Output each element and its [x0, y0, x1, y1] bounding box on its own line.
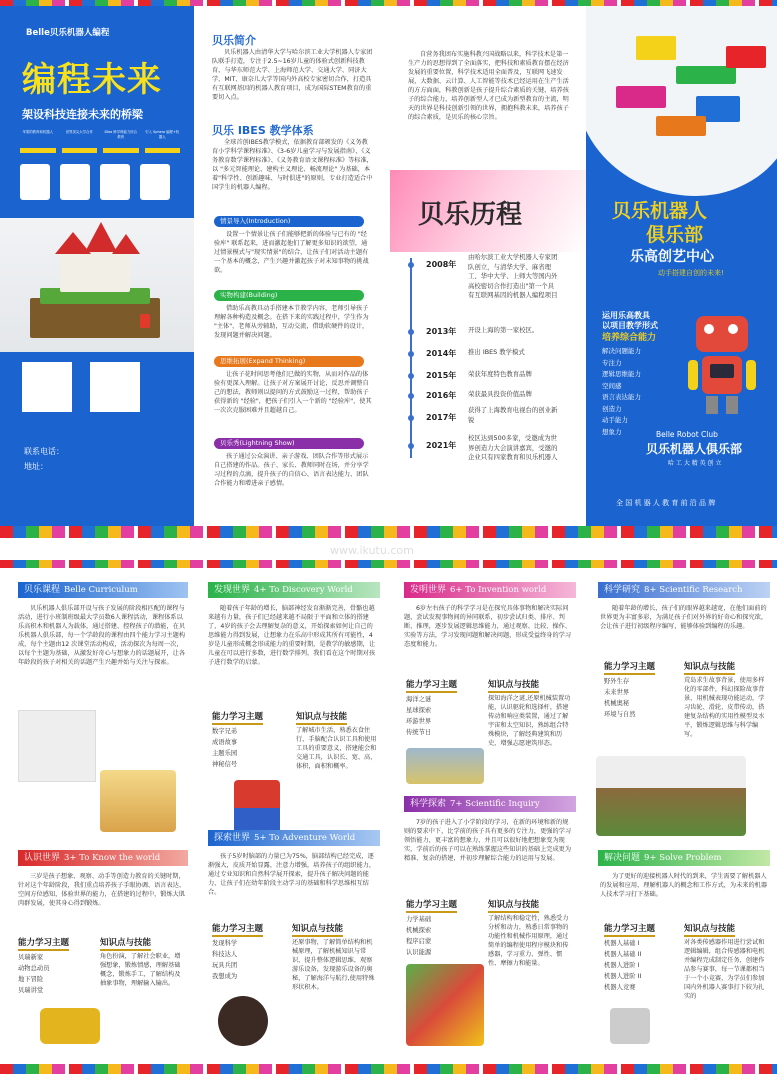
theme-item: 神秘信号 — [212, 761, 238, 768]
section-en: 9+ Solve Problem — [644, 853, 722, 863]
lego-figures-image — [100, 770, 176, 832]
color-stripe — [0, 560, 777, 568]
ibes-text: 全球首创IBES教学模式，依据教育部颁发的《义务教育小学科学课程标准》、《3-6岁儿童学习与发展指南》、《义务教育数学课程标准》、《义务教育语文课程标准》等标准，以 "多元智能理论、建构主义理论、畅流理论" 为基础，本着"科学性、创新趣味、与时俱进"的原则，专业打造适合中国学生的机器人编程。 — [212, 139, 373, 191]
section-header-science-research — [598, 582, 770, 598]
knowledge-label: 知识点与技能 — [292, 922, 343, 937]
section-header-adventure — [208, 830, 380, 846]
badge-tab — [62, 148, 98, 153]
club-founders: 哈 工 大 精 英 创 立 — [668, 460, 722, 467]
robot-arm — [688, 360, 698, 390]
adventure-text: 孩子5岁时脑部的力量已为75%，脑部结构已经完成，逐渐强大，皮质开始显露，注意力增强，培养孩子的组织能力，通过专业知识和自然科学展开探索，提升孩子解决问题的能力，让孩子们在幼年阶段主动学习的基础和科学思维相互结合。 — [208, 853, 376, 896]
curriculum-text: 贝乐机器人俱乐部开设与孩子发展的阶段相匹配的课程与活动，进行小班制班级最大学员数6人课程活动，课程体系以乐高积木和机器人为载体，通过搭建、控程孩子的潜能，在贝乐机器人俱乐部，每一个学龄段的课程由四个能力学习主题构成，每个主题由12 次课堂活动构成，活动探次为每周一次，以每个主题为基础，从激发好奇心与想象力的话题展开，让各年龄段的孩子对相关的话题产生兴趣并始与关注与探索。 — [18, 605, 186, 666]
ev3-robot-image — [610, 1008, 650, 1044]
ability-item: 语言表达能力 — [602, 393, 641, 401]
history-title: 贝乐历程 — [418, 200, 523, 230]
intro-text: 贝乐机器人由清华大学与哈尔滨工业大学机器人专家团队联手打造，专注于2.5~16岁儿童的体验式创新科技教育，与华东师范大学、上海师范大学、交通大学、同济大学、MIT、康奈儿大学等国内外高校专家密切合作，打造具有互联网基因的机器人教育项目，成为国际STEM教育的重要切入点。 — [212, 49, 373, 101]
lego-brick — [656, 116, 706, 136]
lego-photo — [586, 6, 777, 196]
ability-item: 想象力 — [602, 427, 622, 436]
ability-list — [602, 346, 641, 438]
badge: IDea 跨学科能力综合教育 — [104, 130, 138, 139]
ibes-heading: 贝乐 IBES 教学体系 — [212, 124, 314, 137]
theme-item: 传统节日 — [406, 729, 432, 736]
lego-car-image — [406, 748, 484, 784]
step-pill-building: 实物构建(Building) — [214, 290, 364, 301]
knowledge-text: 荒岛求生故事背景，使用多样化的零部件，科幻探险故事背景，用机械表现功能运动，学习齿轮、滑轮、皮带传动，搭建复杂结构的实用性模型及水平，锻炼逻辑思维与科学编写。 — [684, 677, 765, 738]
year: 2013年 — [426, 327, 457, 336]
theme-item: 地下冒险 — [18, 976, 44, 983]
theme-item: 发现科学 — [212, 940, 238, 947]
year-text: 获得了上海教育电视台的创业新锐 — [468, 406, 558, 424]
section-en: 7+ Scientific Inquiry — [450, 799, 540, 809]
theme-item: 科技达人 — [212, 951, 238, 958]
qr-code — [22, 362, 72, 412]
knowledge-text: 还原事物，了解简单结构和机械原理，了解机械知识与常识，提升整体逻辑思维，观察游乐设备，发现游乐设备的奥秘，了解海洋与航行,使用特殊形状积木。 — [292, 939, 375, 991]
knowledge-text: 探知海洋之谜,还原机械装置功能，认识驱轮和选择杆，搭建传动和响应类装置，通过了解宇宙和太空知识，熟练组合特殊模块，了解经典建筑和历史，增强志愿建筑形态。 — [488, 695, 571, 747]
ability-theme-label: 能力学习主题 — [406, 898, 457, 913]
year-text: 开设上海的第一家校区。 — [468, 326, 539, 334]
robot-eye — [704, 324, 714, 334]
theme-item: 环境与自然 — [604, 711, 636, 718]
castle-image — [0, 218, 194, 352]
castle-roof — [112, 234, 140, 254]
ability-item: 空间感 — [602, 381, 622, 390]
step-text: 孩子通过公众演讲、亲子游戏、团队合作等形式展示自己搭建的作品。孩子、家长、教师同时在场，并分享学习过程的点滴，提升孩子的自信心、语言表达能力、团队合作能力和增进亲子感情。 — [214, 453, 369, 487]
section-header-invention — [404, 582, 576, 598]
theme-item: 力学基础 — [406, 916, 432, 923]
qr-code — [90, 362, 140, 412]
theme-item: 机器人竞赛 — [604, 984, 636, 991]
knowledge-text: 了解城市生活，熟悉衣食住行，手脑配合认识工具和使用工具的重要意义，搭建能会和交通工具，认识长、宽、高，体积，面积和概率。 — [296, 727, 377, 770]
section-en: 6+ To Invention world — [450, 585, 547, 595]
round-lego-image — [218, 996, 268, 1046]
theme-list — [604, 938, 641, 993]
theme-item: 主题乐园 — [212, 750, 238, 757]
theme-item: 机械探索 — [406, 927, 432, 934]
theme-item: 我想成为 — [212, 973, 238, 980]
cover-badges — [20, 130, 180, 144]
year: 2021年 — [426, 441, 457, 450]
badge-tab — [145, 148, 181, 153]
section-header-know — [18, 850, 188, 866]
castle-walls — [60, 252, 130, 292]
club-title-1: 贝乐机器人 — [612, 200, 708, 222]
club-cn-name: 贝乐机器人俱乐部 — [646, 442, 743, 456]
qr-code — [140, 164, 170, 200]
theme-list — [18, 952, 49, 996]
timeline-dot — [408, 262, 414, 268]
color-stripe — [0, 526, 777, 538]
robot-eye — [728, 324, 738, 334]
science-explore-text: 7岁的孩子进入了小学阶段的学习，在新的环境和新的规则的要求中下，比学前的孩子具有更多的专注力，更强的学习领悟能力，更丰富的想象力，并且可以很好地把想象变为现实，学前后的孩子可以在熟练掌握这些知识的基础上完成更为精准、复杂的搭建，并初步理解综合能力的运用与发展。 — [404, 819, 572, 862]
theme-item: 数字兄弟 — [212, 728, 238, 735]
jeep-image — [40, 1008, 100, 1044]
ability-item: 解决问题能力 — [602, 347, 641, 355]
knowledge-label: 知识点与技能 — [488, 898, 539, 913]
year: 2017年 — [426, 413, 457, 422]
theme-item: 贝瑞新家 — [18, 954, 44, 961]
section-en: 4+ To Discovery World — [254, 585, 353, 595]
lego-building-image — [406, 964, 484, 1046]
knowledge-text: 对各类传感器作用进行尝试和逻辑编辑，组合传感器和电机并编程完成制定任务，创建作品参与赛事，每一节课都相当于一个小竞赛，为学员们参加国内外机器人赛事打下较为扎实的 — [684, 939, 765, 1000]
ability-item: 逻辑思维能力 — [602, 370, 641, 378]
section-en: 5+ To Adventure World — [254, 833, 356, 843]
discovery-text: 随着孩子年龄的增长，脑部神经发育渐渐完善，骨骼也越来越有力量，孩子们已经越来越不局限于平面和立体的搭建了，4岁的孩子会去理解复杂的意义，开始探索如何让自己的思维能力得到发展，让想象力在乐高中形成其所有可能性，4岁是儿童形成概念形成能力的重要时期，是教学的敏感期，让儿童在可以进行多数，进行数学排列，我们看在这个时期对孩子进行数学的启蒙。 — [208, 605, 376, 666]
section-cn: 贝乐课程 — [24, 585, 61, 595]
theme-item: 环游世界 — [406, 718, 432, 725]
year: 2008年 — [426, 260, 457, 269]
contact-address: 地址： — [24, 462, 48, 471]
qr-code — [60, 164, 90, 200]
year-text: 由哈尔滨工业大学机器人专家团队创立，与清华大学、麻省理工、华中大学、上师大等国内外高校密切合作打造出"第一个具有互联网基因的机器人编程项目 — [468, 253, 558, 299]
theme-item: 认识能源 — [406, 949, 432, 956]
know-text: 三岁是孩子想象、观察、动手等创造力教育的关键时期，针对这个年龄阶段，我们重点培养孩子手眼协调、语言表达、空间方位感知，体验世界的能力，在搭建的过程中，锻炼大肌肉群发展，使其身心得到锻炼。 — [18, 873, 186, 907]
knowledge-label: 知识点与技能 — [296, 710, 347, 725]
badge-tab — [103, 148, 139, 153]
history-panel — [390, 6, 586, 530]
section-header-curriculum — [18, 582, 188, 598]
badge: 世界顶尖大学合作 — [65, 130, 93, 134]
cover-brand: Belle贝乐机器人编程 — [26, 28, 110, 38]
ability-theme-label: 能力学习主题 — [406, 678, 457, 693]
color-stripe-bottom — [0, 1064, 777, 1074]
section-en: 8+ Scientific Research — [644, 585, 743, 595]
robot-leg — [706, 396, 718, 414]
lego-town-image — [596, 756, 746, 836]
ability-theme-label: 能力学习主题 — [212, 922, 263, 937]
image-placeholder — [18, 710, 96, 782]
step-text: 让孩子花时间思考他们已做的实物，从而对作品的体验有更深入理解。让孩子对方案展开讨论，反思并调整自己的想法，教师则以提问的方式鼓励这一过程，帮助孩子获得新的 "经验"，把孩子们引入一个新的 "经验库"，使其一次次克服困难并且超越自己。 — [214, 371, 372, 414]
badge: 苹果的教育和机器人 — [22, 130, 53, 134]
section-header-discovery — [208, 582, 380, 598]
year-text: 推出 IBES 教学模式 — [468, 348, 525, 356]
intro-heading: 贝乐简介 — [212, 34, 256, 47]
theme-item: 机器人基础 I — [604, 940, 640, 947]
section-cn: 科学探索 — [410, 799, 447, 809]
theme-item: 机器人进阶 I — [604, 962, 640, 969]
knowledge-label: 知识点与技能 — [684, 922, 735, 937]
theme-item: 未来世界 — [604, 689, 630, 696]
ability-theme-label: 能力学习主题 — [604, 922, 655, 937]
qr-boxes — [20, 164, 180, 200]
knowledge-label: 知识点与技能 — [100, 936, 151, 951]
badge-tabs — [20, 148, 180, 153]
theme-list — [212, 726, 237, 770]
lego-brick — [616, 86, 666, 108]
section-header-science-explore — [404, 796, 576, 812]
step-pill-thinking: 思维拓展(Expand Thinking) — [214, 356, 364, 367]
ability-theme-label: 能力学习主题 — [18, 936, 69, 951]
timeline-dot — [408, 415, 414, 421]
theme-item: 贝瑞讲堂 — [18, 987, 44, 994]
section-cn: 科学研究 — [604, 585, 641, 595]
robot-leg — [726, 396, 738, 414]
section-cn: 发明世界 — [410, 585, 447, 595]
history-intro: 自营务我团布实施科教兴国战略以来，科学技术是第一生产力的思想得到了全面落实，把科技和素质教育摆在经济发展的重要位置，科学技术适用全面普及，互联网飞速发展，大数据、云计算、人工智能等技术已经运用在生产生活的方方面面，科教创新是孩子提升综合素质的关键，培养孩子的综合能力，培养创新型人才已成为新型教育的主流，明天的世界是科技创新引领的世界，拥抱科教未来，培养孩子的综合素质，是贝乐的核心宗旨。 — [408, 51, 569, 121]
club-title-2: 俱乐部 — [646, 224, 704, 246]
ability-item: 动手能力 — [602, 416, 628, 424]
theme-item: 机械奥秘 — [604, 700, 630, 707]
timeline-line — [410, 258, 412, 458]
year: 2016年 — [426, 391, 457, 400]
robot-illustration — [684, 308, 760, 420]
cover-panel — [0, 6, 194, 530]
timeline-dot — [408, 329, 414, 335]
theme-list — [212, 938, 237, 982]
theme-list — [604, 676, 635, 720]
club-title-3: 乐高创艺中心 — [630, 249, 714, 265]
figure — [140, 314, 150, 328]
knowledge-label: 知识点与技能 — [684, 660, 735, 675]
ability-theme-label: 能力学习主题 — [212, 710, 263, 725]
robot-head — [696, 316, 748, 352]
timeline-dot — [408, 443, 414, 449]
theme-item: 机器人基础 II — [604, 951, 642, 958]
theme-item: 机器人进阶 II — [604, 973, 642, 980]
timeline-dot — [408, 351, 414, 357]
ability-heading-1: 运用乐高教具 — [602, 311, 650, 320]
section-en: 3+ To Know the world — [64, 853, 161, 863]
qr-code — [20, 164, 50, 200]
knowledge-text: 了解结构和稳定性，熟悉受力分析和动力，熟悉日常事物的功能性和机械作用原理，通过简单的编程使用程序模块和传感器，学习重力、弹性、惯性、摩擦力和能量。 — [488, 915, 569, 967]
theme-list — [406, 694, 431, 738]
cover-subtitle: 架设科技连接未来的桥梁 — [22, 108, 143, 121]
lego-brick — [636, 36, 676, 60]
badge: 引入 Sphero 编程+机器人 — [145, 130, 180, 139]
theme-item: 海洋之谜 — [406, 696, 432, 703]
theme-item: 玩具兵团 — [212, 962, 238, 969]
ability-item: 创造力 — [602, 404, 622, 413]
solve-text: 为了更好的迎接机器人时代的到来，学生需要了解机器人的发展和应用，理解机器人的概念和工作方式，为未来的机器人技术学习打下基础。 — [600, 873, 768, 898]
theme-item: 成语故事 — [212, 739, 238, 746]
section-cn: 认识世界 — [24, 853, 61, 863]
ability-heading-3: 培养综合能力 — [602, 333, 657, 343]
year: 2014年 — [426, 349, 457, 358]
section-cn: 解决问题 — [604, 853, 641, 863]
science-research-text: 随着年龄的增长，孩子们的眼界越来越宽，在他们面前的世界更为丰富多彩，为满足孩子们对外界的好奇心和探究欲，会让孩子进行初级程序编写，能够体验到编程的乐趣。 — [600, 605, 768, 630]
lego-brick — [726, 46, 766, 68]
year-text: 校区达到500多家，受邀成为世界创造力大会演讲嘉宾，受邀的企业只有四家教育和贝乐机器人 — [468, 434, 558, 461]
timeline-dot — [408, 373, 414, 379]
theme-item: 野外生存 — [604, 678, 630, 685]
badge-tab — [20, 148, 56, 153]
qr-bottom — [22, 362, 140, 412]
theme-item: 动物总动员 — [18, 965, 50, 972]
intro-panel — [194, 6, 390, 530]
section-cn: 探索世界 — [214, 833, 251, 843]
knowledge-label: 知识点与技能 — [488, 678, 539, 693]
step-pill-show: 贝乐秀(Lightning Show) — [214, 438, 364, 449]
theme-item: 程序启蒙 — [406, 938, 432, 945]
step-text: 借助乐高教具动手搭建本节教学内容，老师引导孩子理解各种构造及概念。在搭下来的实践过程中，学生作为 "主体"，老师从旁辅助，互动交流，借助软硬件的设计，发现问题并解决问题。 — [214, 305, 369, 339]
qr-code — [100, 164, 130, 200]
robot-toy-image — [234, 780, 280, 836]
theme-list — [406, 914, 431, 958]
section-header-solve — [598, 850, 770, 866]
club-panel — [586, 6, 777, 530]
timeline-dot — [408, 393, 414, 399]
ability-theme-label: 能力学习主题 — [604, 660, 655, 675]
theme-item: 星球探索 — [406, 707, 432, 714]
club-en-name: Belle Robot Club — [656, 430, 718, 439]
year: 2015年 — [426, 371, 457, 380]
watermark-text: www.ikutu.com — [330, 544, 414, 557]
section-cn: 发现世界 — [214, 585, 251, 595]
invention-text: 6岁左右孩子的科学学习是在探究具体事物和解决实际问题，尝试发现事物间的异同联系，初步尝试归类、排序、判断、推理，逐步发展逻辑思维能力，通过观察、比较、操作、实验等方法，学习发现问题和解决问题，形成受益终身的学习态度和能力。 — [404, 605, 572, 648]
history-banner — [390, 170, 586, 252]
inner-sheet — [0, 560, 777, 1074]
robot-arm — [746, 360, 756, 390]
section-en: Belle Curriculum — [64, 585, 138, 595]
robot-screen — [710, 364, 734, 378]
ability-heading-2: 以项目教学形式 — [602, 321, 658, 330]
lego-brick — [676, 66, 736, 84]
step-pill-intro: 情景导入(Introduction) — [214, 216, 364, 227]
cover-title: 编程未来 — [22, 60, 162, 100]
club-tagline: 动手搭建自创的未来! — [658, 269, 724, 277]
contact-phone: 联系电话： — [24, 447, 64, 456]
year-text: 荣获年度特色教育品牌 — [468, 370, 532, 378]
knowledge-text: 角色扮演，了解社会职业，增强想象，锻炼情感，理解基础概念，锻炼手工，了解结构及抽象事物，理解输入输出。 — [100, 953, 181, 987]
year-text: 荣获最具投资价值品牌 — [468, 390, 532, 398]
club-slogan: 全 国 机 器 人 教 育 前 沿 品 牌 — [616, 499, 716, 507]
ability-item: 专注力 — [602, 358, 622, 367]
step-text: 设置一个情景让孩子们能够把新的体验与已有的 "经验库" 联系起来，进而激起他们了解更多知识的欲望，通过情景模式与"现实情景"的结合，让孩子们对活动主题有一个基本的概念，产生兴趣并激起孩子对未知事物的挑战欲。 — [214, 231, 369, 274]
